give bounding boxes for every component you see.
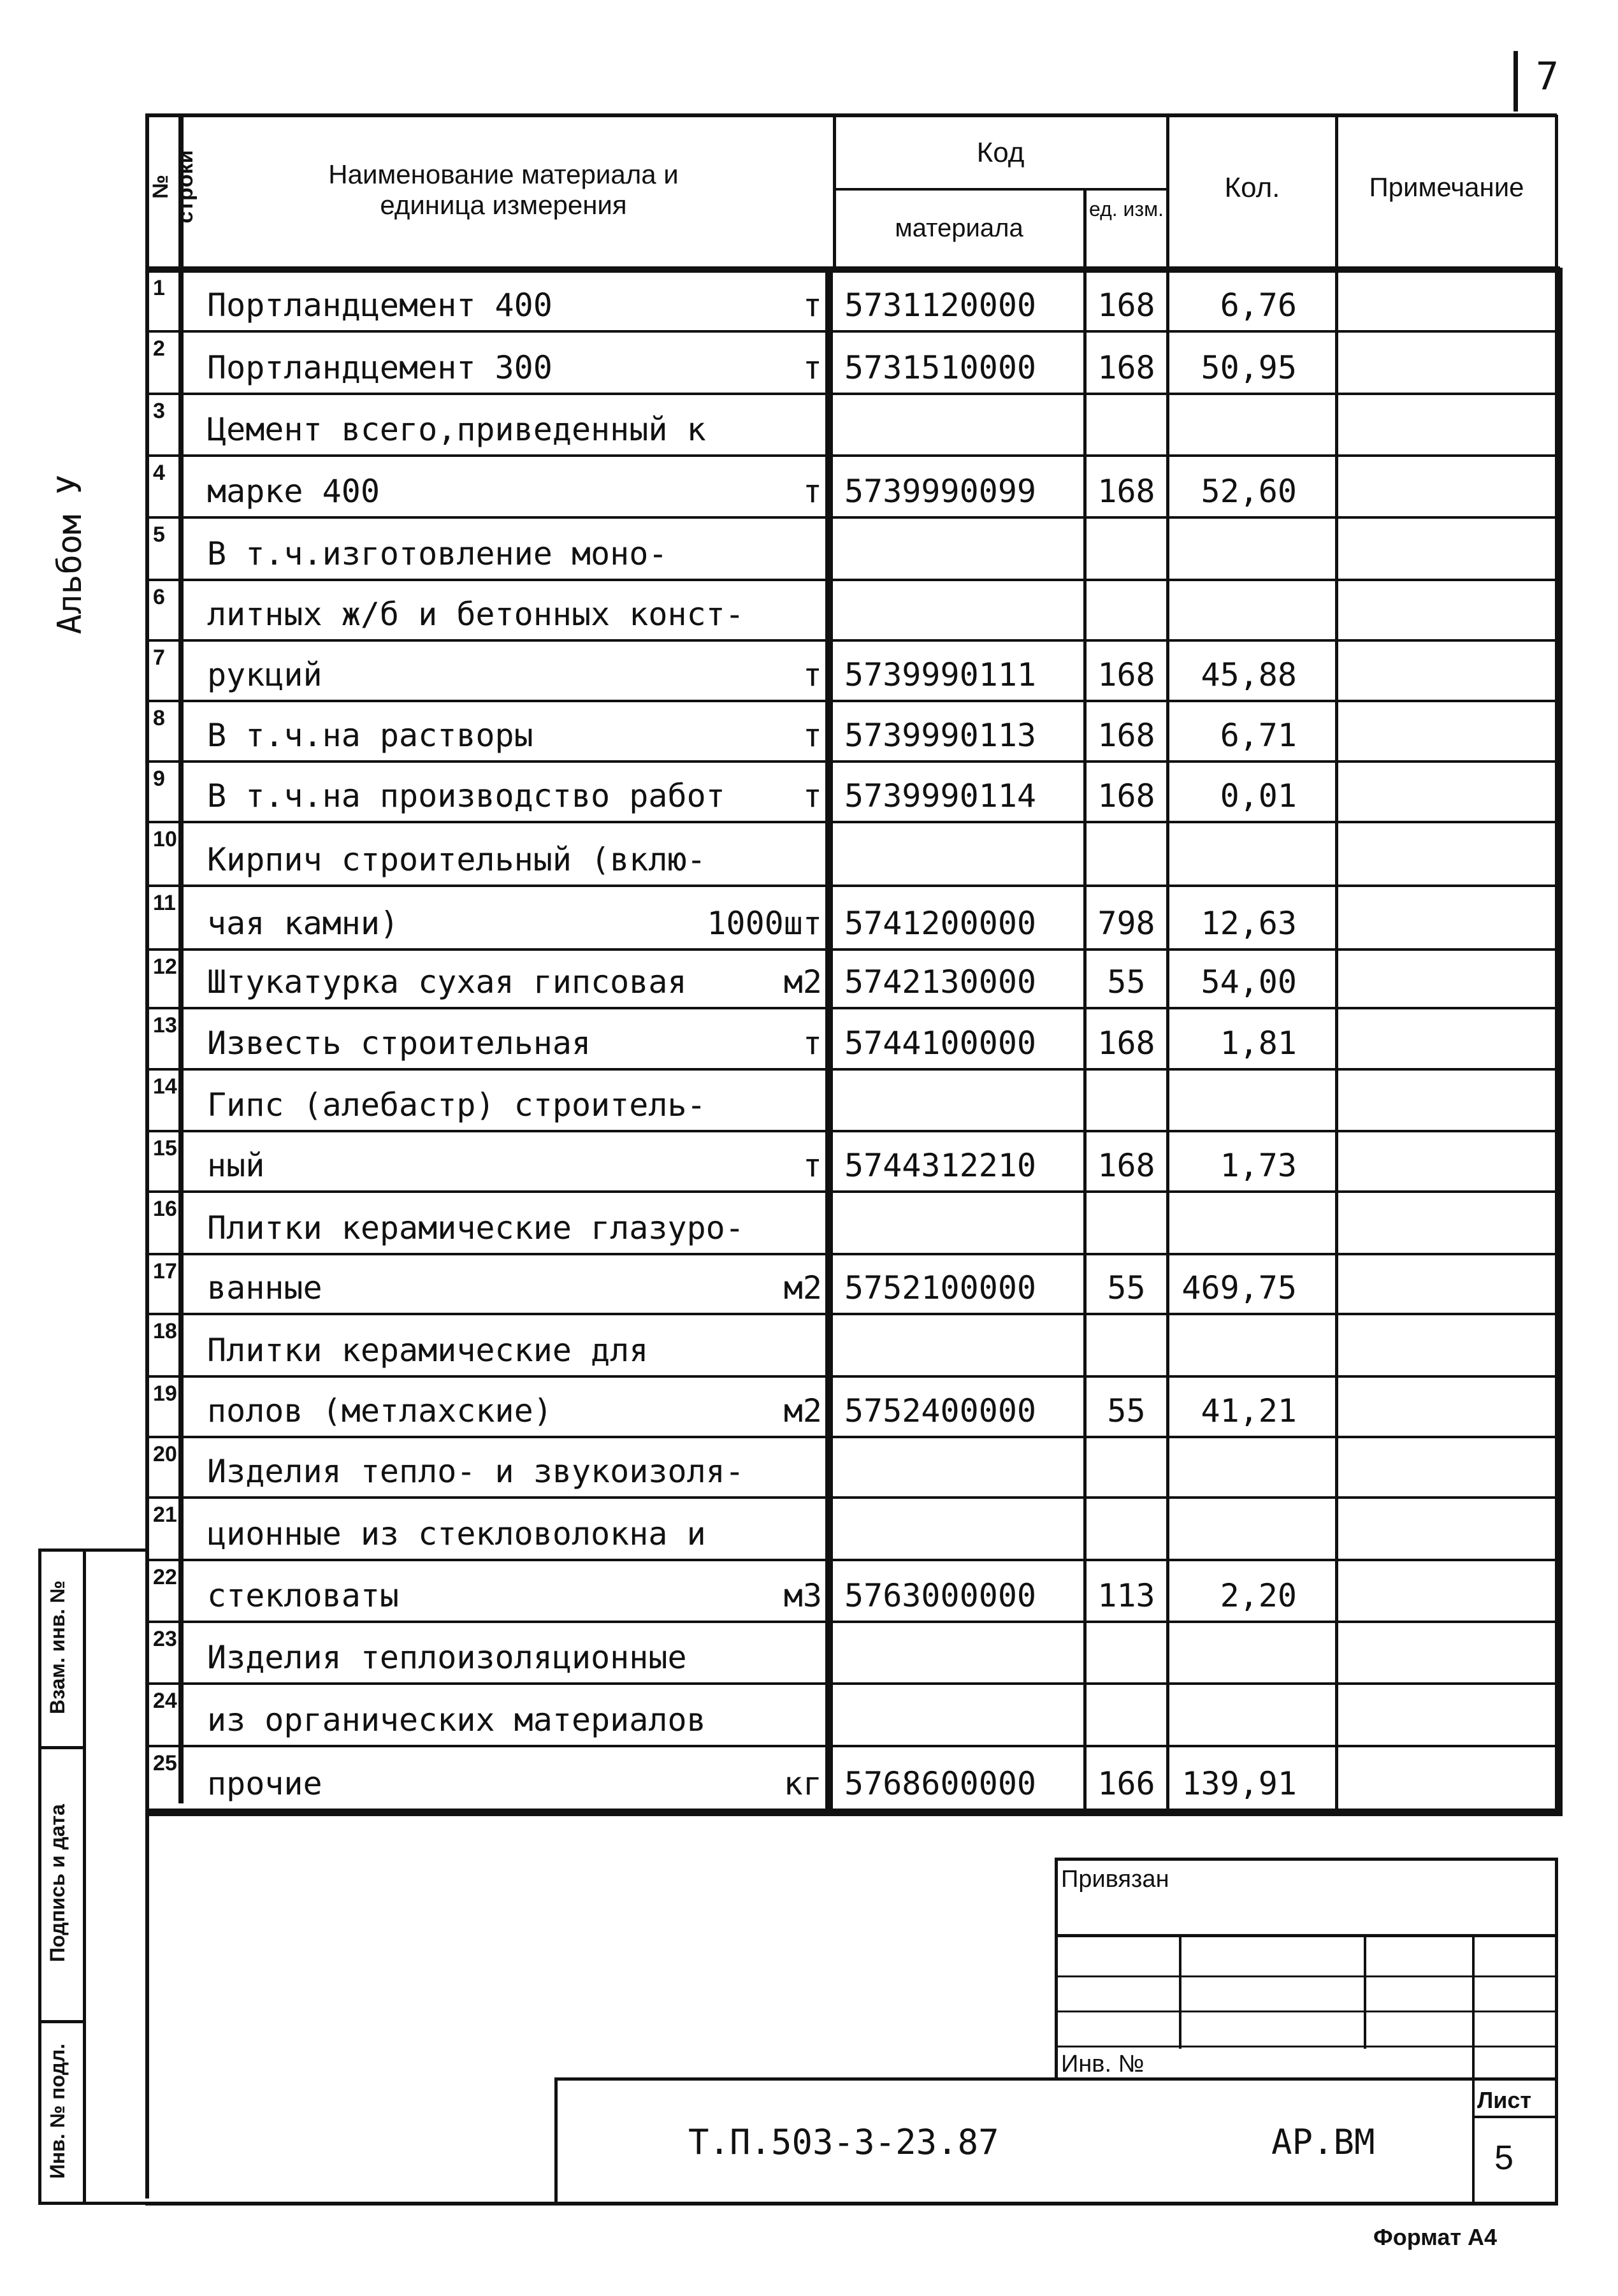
row-number: 6 [153, 585, 165, 609]
quantity: 50,95 [1201, 349, 1297, 386]
row-divider [145, 1253, 1559, 1255]
row-divider [145, 760, 1559, 763]
row-number: 3 [153, 399, 165, 423]
row-divider [145, 700, 1559, 702]
material-name: Гипс (алебастр) строитель- [207, 1087, 706, 1123]
unit-code: 168 [1097, 1147, 1155, 1184]
material-code: 5731120000 [844, 287, 1037, 324]
stamp-podpis-data: Подпись и дата [46, 1804, 69, 1962]
unit-of-measure: т [802, 473, 822, 510]
row-divider [145, 821, 1559, 823]
row-divider [145, 454, 1559, 457]
row-number: 23 [153, 1627, 177, 1651]
row-number: 1 [153, 276, 165, 300]
row-divider [145, 1190, 1559, 1193]
material-code: 5742130000 [844, 964, 1037, 1000]
material-name: Цемент всего,приведенный к [207, 411, 706, 448]
material-code: 5739990114 [844, 777, 1037, 814]
material-name: Плитки керамические глазуро- [207, 1209, 744, 1246]
header-qty: Кол. [1224, 172, 1280, 203]
row-divider [145, 393, 1559, 395]
row-divider [145, 579, 1559, 581]
privyazan-label: Привязан [1061, 1866, 1169, 1893]
quantity: 54,00 [1201, 964, 1297, 1000]
row-divider [145, 1621, 1559, 1623]
row-divider [145, 1496, 1559, 1499]
row-divider [145, 1559, 1559, 1561]
material-name: Портландцемент 300 [207, 349, 553, 386]
unit-of-measure: т [802, 777, 822, 814]
doc-code: Т.П.503-3-23.87 [688, 2122, 999, 2162]
quantity: 45,88 [1201, 656, 1297, 693]
material-name: Кирпич строительный (вклю- [207, 841, 706, 878]
row-divider [145, 1436, 1559, 1438]
unit-code: 168 [1097, 717, 1155, 754]
row-divider [145, 1745, 1559, 1747]
row-divider [145, 639, 1559, 642]
row-number: 8 [153, 706, 165, 730]
material-code: 5731510000 [844, 349, 1037, 386]
row-number: 9 [153, 767, 165, 791]
row-number: 22 [153, 1565, 177, 1589]
material-name: прочие [207, 1765, 322, 1802]
format-label: Формат А4 [1373, 2224, 1498, 2250]
unit-of-measure: т [802, 1147, 822, 1184]
row-divider [145, 1007, 1559, 1009]
unit-code: 55 [1107, 1392, 1146, 1429]
row-number: 16 [153, 1197, 177, 1221]
quantity: 139,91 [1181, 1765, 1297, 1802]
unit-code: 113 [1097, 1577, 1155, 1614]
row-number: 17 [153, 1259, 177, 1283]
header-note: Примечание [1369, 172, 1524, 202]
unit-of-measure: т [802, 656, 822, 693]
unit-code: 55 [1107, 1269, 1146, 1306]
stamp-inv-podl: Инв. № подл. [46, 2043, 69, 2179]
quantity: 1,81 [1220, 1025, 1297, 1062]
unit-of-measure: кг [783, 1765, 822, 1802]
header-row-no: № строки [148, 150, 198, 224]
row-number: 24 [153, 1689, 177, 1713]
unit-code: 55 [1107, 964, 1146, 1000]
material-name: В т.ч.на растворы [207, 717, 533, 754]
material-name: Изделия теплоизоляционные [207, 1639, 687, 1676]
material-name: ванные [207, 1269, 322, 1306]
row-number: 21 [153, 1503, 177, 1527]
row-divider [145, 1375, 1559, 1378]
inv-no-label: Инв. № [1061, 2051, 1145, 2077]
unit-code: 168 [1097, 777, 1155, 814]
quantity: 41,21 [1201, 1392, 1297, 1429]
unit-code: 166 [1097, 1765, 1155, 1802]
material-name: Портландцемент 400 [207, 287, 553, 324]
unit-of-measure: м2 [783, 1269, 822, 1306]
material-name: В т.ч.изготовление моно- [207, 535, 668, 572]
quantity: 1,73 [1220, 1147, 1297, 1184]
header-code: Код [976, 137, 1025, 168]
unit-code: 168 [1097, 473, 1155, 510]
row-divider [145, 330, 1559, 333]
unit-of-measure: м2 [783, 1392, 822, 1429]
quantity: 2,20 [1220, 1577, 1297, 1614]
material-code: 5763000000 [844, 1577, 1037, 1614]
quantity: 6,76 [1220, 287, 1297, 324]
unit-code: 168 [1097, 287, 1155, 324]
unit-code: 168 [1097, 1025, 1155, 1062]
material-name: Штукатурка сухая гипсовая [207, 964, 687, 1000]
sheet-label: Лист [1477, 2087, 1532, 2113]
material-name: из органических материалов [207, 1701, 706, 1738]
material-code: 5768600000 [844, 1765, 1037, 1802]
quantity: 12,63 [1201, 905, 1297, 942]
header-unit: ед. изм. [1089, 198, 1164, 220]
unit-of-measure: т [802, 1025, 822, 1062]
material-name: рукций [207, 656, 322, 693]
quantity: 52,60 [1201, 473, 1297, 510]
row-number: 7 [153, 646, 165, 670]
row-number: 5 [153, 523, 165, 547]
row-divider [145, 516, 1559, 519]
unit-code: 798 [1097, 905, 1155, 942]
quantity: 0,01 [1220, 777, 1297, 814]
material-code: 5739990113 [844, 717, 1037, 754]
row-divider [145, 1068, 1559, 1071]
quantity: 469,75 [1181, 1269, 1297, 1306]
material-name: чая камни) [207, 905, 400, 942]
row-number: 11 [153, 891, 176, 915]
unit-of-measure: м3 [783, 1577, 822, 1614]
material-name: марке 400 [207, 473, 380, 510]
row-divider [145, 884, 1559, 887]
row-divider [145, 948, 1559, 951]
material-code: 5752100000 [844, 1269, 1037, 1306]
row-number: 13 [153, 1013, 177, 1037]
row-number: 12 [153, 955, 177, 979]
material-name: ционные из стекловолокна и [207, 1515, 706, 1552]
material-code: 5739990111 [844, 656, 1037, 693]
material-code: 5744312210 [844, 1147, 1037, 1184]
row-number: 20 [153, 1442, 177, 1466]
row-number: 14 [153, 1074, 177, 1099]
unit-of-measure: 1000шт [707, 905, 822, 942]
unit-code: 168 [1097, 656, 1155, 693]
row-divider [145, 1313, 1559, 1315]
header-name: Наименование материала и единица измерения [328, 159, 679, 220]
material-name: стекловаты [207, 1577, 400, 1614]
sheet-number: 5 [1494, 2139, 1514, 2177]
header-material: материала [895, 214, 1023, 242]
row-divider [145, 1682, 1559, 1685]
material-name: В т.ч.на производство работ [207, 777, 725, 814]
unit-of-measure: м2 [783, 964, 822, 1000]
material-name: Плитки керамические для [207, 1332, 649, 1369]
album-label: Альбом У [51, 474, 89, 635]
material-code: 5752400000 [844, 1392, 1037, 1429]
doc-mark: АР.ВМ [1271, 2122, 1375, 2162]
material-name: ный [207, 1147, 265, 1184]
row-number: 19 [153, 1382, 177, 1406]
row-number: 18 [153, 1319, 177, 1343]
unit-of-measure: т [802, 717, 822, 754]
row-number: 4 [153, 461, 165, 485]
row-number: 15 [153, 1136, 177, 1160]
material-code: 5744100000 [844, 1025, 1037, 1062]
unit-of-measure: т [802, 287, 822, 324]
unit-of-measure: т [802, 349, 822, 386]
material-code: 5741200000 [844, 905, 1037, 942]
row-number: 25 [153, 1751, 177, 1775]
page-number: 7 [1536, 54, 1559, 99]
material-name: Изделия тепло- и звукоизоля- [207, 1453, 744, 1490]
material-name: литных ж/б и бетонных конст- [207, 596, 744, 633]
unit-code: 168 [1097, 349, 1155, 386]
material-name: полов (метлахские) [207, 1392, 553, 1429]
material-code: 5739990099 [844, 473, 1037, 510]
row-number: 2 [153, 336, 165, 361]
row-number: 10 [153, 827, 177, 851]
quantity: 6,71 [1220, 717, 1297, 754]
material-name: Известь строительная [207, 1025, 591, 1062]
row-divider [145, 1130, 1559, 1132]
stamp-vzam-inv: Взам. инв. № [46, 1580, 69, 1714]
